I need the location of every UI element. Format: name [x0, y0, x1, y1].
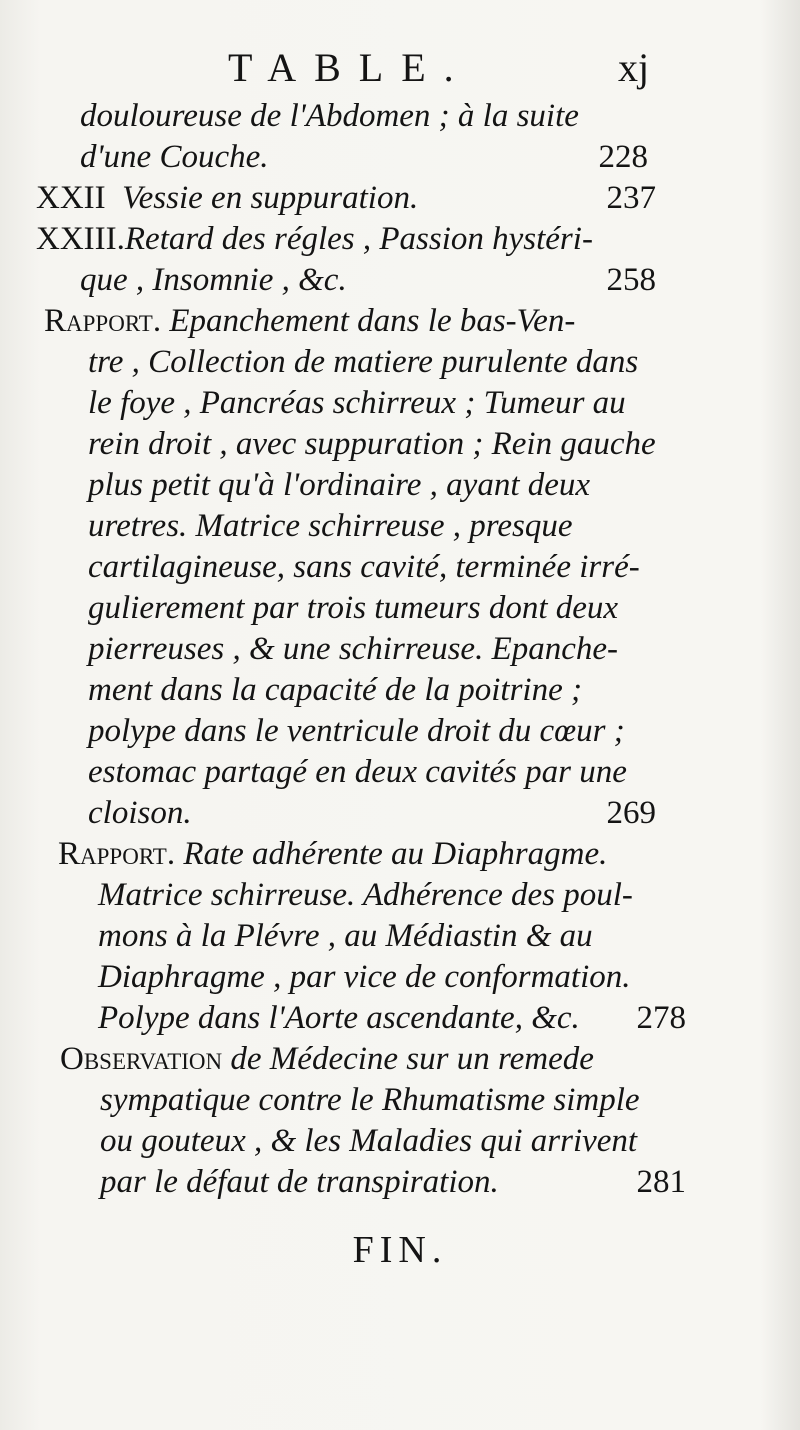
- entry-label: Rapport.: [44, 303, 162, 339]
- entry-line: sympatique contre le Rhumatisme simple: [100, 1082, 640, 1118]
- entry-line: par le défaut de transpiration.: [100, 1164, 499, 1200]
- entry-line: Rate adhérente au Diaphragme.: [183, 836, 608, 872]
- entry-label: Observation: [60, 1041, 223, 1077]
- entry-line: que , Insomnie , &c.: [80, 262, 347, 298]
- table-of-contents: [36, 96, 686, 1203]
- entry-line: Retard des régles , Passion hystéri-: [124, 221, 593, 257]
- entry-line: plus petit qu'à l'ordinaire , ayant deux: [88, 467, 591, 503]
- entry-line: le foye , Pancréas schirreux ; Tumeur au: [88, 385, 626, 421]
- entry-line: gulierement par trois tumeurs dont deux: [88, 590, 619, 626]
- entry-line: ment dans la capacité de la poitrine ;: [88, 672, 582, 708]
- toc-entry: [58, 834, 686, 1039]
- entry-line: pierreuses , & une schirreuse. Epanche-: [88, 631, 619, 667]
- entry-label: Rapport.: [58, 836, 176, 872]
- entry-label: XXIII.: [36, 221, 125, 257]
- entry-line: cloison.: [88, 795, 192, 831]
- entry-line: polype dans le ventricule droit du cœur ;: [88, 713, 625, 749]
- entry-line: Epanchement dans le bas-Ven-: [169, 303, 576, 339]
- entry-line: estomac partagé en deux cavités par une: [88, 754, 627, 790]
- page-number: 258: [606, 262, 656, 298]
- entry-line: tre , Collection de matiere purulente dans: [88, 344, 639, 380]
- folio: xj: [618, 45, 650, 90]
- entry-line: cartilagineuse, sans cavité, terminée irré-: [88, 549, 640, 585]
- running-head: TABLE.: [228, 45, 472, 90]
- toc-entry: [36, 178, 686, 219]
- entry-line: Matrice schirreuse. Adhérence des poul-: [98, 877, 633, 913]
- page-number: 269: [606, 795, 656, 831]
- entry-line: rein droit , avec suppuration ; Rein gauche: [88, 426, 656, 462]
- entry-line: mons à la Plévre , au Médiastin & au: [98, 918, 593, 954]
- entry-line: uretres. Matrice schirreuse , presque: [88, 508, 573, 544]
- page-number: 228: [598, 139, 648, 175]
- toc-entry: [44, 301, 686, 834]
- entry-line: ou gouteux , & les Maladies qui arrivent: [100, 1123, 638, 1159]
- entry-line: Diaphragme , par vice de conformation.: [98, 959, 631, 995]
- entry-line: Vessie en suppuration.: [122, 180, 419, 216]
- page-number: 278: [636, 1000, 686, 1036]
- entry-line: douloureuse de l'Abdomen ; à la suite: [80, 98, 579, 134]
- end-mark: FIN.: [352, 1229, 448, 1271]
- page-header: [0, 44, 800, 94]
- entry-label: XXII: [36, 180, 106, 216]
- toc-entry: [36, 96, 686, 178]
- toc-entry: [60, 1039, 686, 1203]
- page-number: 281: [636, 1164, 686, 1200]
- entry-line: Polype dans l'Aorte ascendante, &c.: [98, 1000, 580, 1036]
- page-number: 237: [606, 180, 656, 216]
- entry-line: de Médecine sur un remede: [230, 1041, 594, 1077]
- toc-entry: [36, 219, 686, 301]
- entry-line: d'une Couche.: [80, 139, 269, 175]
